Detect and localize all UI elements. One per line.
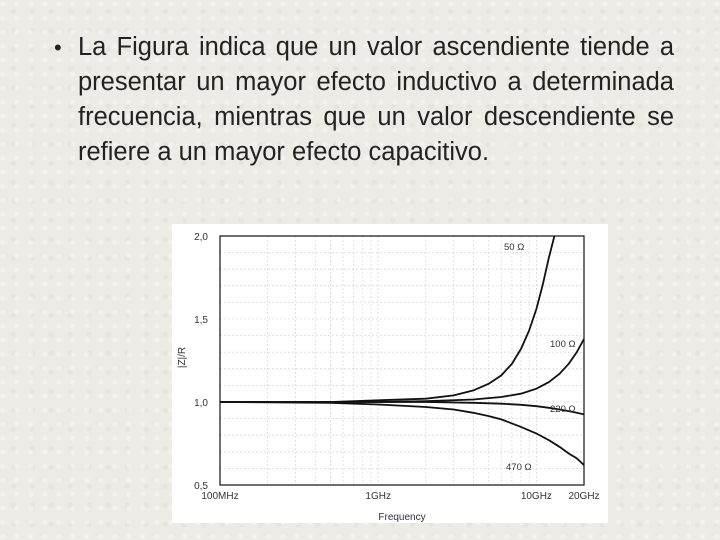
slide-bullet-paragraph bbox=[54, 30, 674, 170]
x-axis-label: Frequency bbox=[378, 512, 426, 523]
y-tick-label: 1,5 bbox=[194, 315, 208, 326]
bullet-glyph: • bbox=[54, 35, 62, 60]
chart-svg bbox=[172, 224, 608, 523]
y-tick-label: 1,0 bbox=[194, 398, 208, 409]
series-label-1: 100 Ω bbox=[550, 339, 576, 350]
x-tick-label: 1GHz bbox=[365, 491, 391, 502]
y-axis-label: |Z|/R bbox=[177, 346, 188, 369]
x-tick-label: 10GHz bbox=[520, 491, 552, 502]
y-tick-label: 0,5 bbox=[194, 481, 208, 492]
series-label-2: 220 Ω bbox=[550, 404, 576, 415]
x-tick-label: 20GHz bbox=[568, 491, 600, 502]
series-label-3: 470 Ω bbox=[506, 462, 532, 473]
impedance-chart bbox=[172, 224, 608, 523]
series-label-0: 50 Ω bbox=[504, 242, 525, 253]
x-tick-label: 100MHz bbox=[201, 491, 239, 502]
slide-body-text: La Figura indica que un valor ascendiente tiende a presentar un mayor efecto inductivo a determinada frecuencia, mientras que un valor descendiente se refiere a un mayor efecto capacitivo. bbox=[78, 33, 674, 166]
y-tick-label: 2,0 bbox=[194, 232, 208, 243]
